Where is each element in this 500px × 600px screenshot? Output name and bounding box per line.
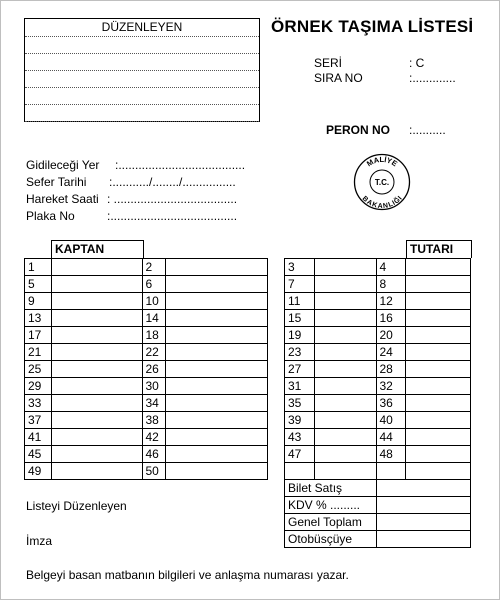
seat-number: 46 [142,446,166,463]
table-row [285,412,471,429]
seri-value: : C [409,56,425,70]
passenger-cell[interactable] [51,395,142,412]
hareket-saati-value: : ..................................... [107,192,238,206]
passenger-cell[interactable] [51,293,142,310]
passenger-cell[interactable] [314,310,376,327]
passenger-cell[interactable] [314,446,376,463]
passenger-cell[interactable] [166,259,268,276]
passenger-cell[interactable] [166,446,268,463]
passenger-cell[interactable] [314,395,376,412]
hareket-saati-label: Hareket Saati [26,192,99,206]
seat-number: 32 [376,378,406,395]
seat-number: 28 [376,361,406,378]
seat-number: 19 [285,327,315,344]
passenger-cell[interactable] [166,310,268,327]
seat-number: 36 [376,395,406,412]
tutari-header: TUTARI [406,240,472,258]
seat-number: 4 [376,259,406,276]
seat-number: 44 [376,429,406,446]
passenger-cell[interactable] [406,293,471,310]
seat-number: 48 [376,446,406,463]
duzenleyen-box [24,18,260,122]
seal-top-text: MALİYE [365,154,400,169]
passenger-cell[interactable] [314,344,376,361]
summary-label: Bilet Satış [285,480,377,497]
passenger-cell[interactable] [406,395,471,412]
table-row [285,293,471,310]
seal-bottom-text: BAKANLIĞI [360,195,404,211]
seat-number: 22 [142,344,166,361]
table-row [25,378,268,395]
seat-number: 31 [285,378,315,395]
seat-number: 17 [25,327,52,344]
passenger-cell[interactable] [166,463,268,480]
table-row [25,412,268,429]
seat-number: 49 [25,463,52,480]
passenger-cell[interactable] [406,378,471,395]
table-row [285,344,471,361]
seat-number: 13 [25,310,52,327]
listeyi-duzenleyen-label: Listeyi Düzenleyen [26,499,127,513]
seat-number: 23 [285,344,315,361]
duzenleyen-line [25,54,259,71]
duzenleyen-line [25,37,259,54]
seat-number: 18 [142,327,166,344]
passenger-cell[interactable] [314,378,376,395]
table-row [25,446,268,463]
svg-text:BAKANLIĞI [361,195,404,210]
seat-number: 16 [376,310,406,327]
passenger-cell[interactable] [314,293,376,310]
summary-row [285,480,471,497]
seat-number: 45 [25,446,52,463]
seat-number: 47 [285,446,315,463]
sefer-tarihi-label: Sefer Tarihi [26,175,87,189]
imza-label: İmza [26,534,53,548]
seat-number: 21 [25,344,52,361]
seat-number: 5 [25,276,52,293]
seat-number: 37 [25,412,52,429]
table-row [285,395,471,412]
seat-number: 20 [376,327,406,344]
table-row [285,327,471,344]
sira-no-value: :............. [409,71,456,85]
seat-number: 12 [376,293,406,310]
passenger-cell[interactable] [166,412,268,429]
table-row [25,395,268,412]
passenger-cell[interactable] [406,361,471,378]
passenger-cell[interactable] [166,327,268,344]
summary-row [285,531,471,548]
passenger-cell[interactable] [51,378,142,395]
passenger-cell[interactable] [406,276,471,293]
seat-number: 27 [285,361,315,378]
footer-note: Belgeyi basan matbanın bilgileri ve anlaşma numarası yazar. [26,568,349,582]
seat-number: 29 [25,378,52,395]
duzenleyen-line [25,71,259,88]
passenger-cell[interactable] [166,429,268,446]
passenger-cell[interactable] [406,446,471,463]
seat-number: 38 [142,412,166,429]
plaka-no-value: :...................................... [107,209,238,223]
summary-value-cell[interactable] [376,531,470,548]
seat-number: 25 [25,361,52,378]
passenger-cell[interactable] [314,276,376,293]
seat-number: 3 [285,259,315,276]
table-row [285,361,471,378]
seat-number: 34 [142,395,166,412]
plaka-no-label: Plaka No [26,209,75,223]
passenger-cell[interactable] [406,259,471,276]
passenger-cell[interactable] [314,259,376,276]
passenger-cell[interactable] [406,412,471,429]
passenger-cell[interactable] [51,412,142,429]
table-row [25,429,268,446]
seat-number: 35 [285,395,315,412]
seat-number: 9 [25,293,52,310]
seat-number: 24 [376,344,406,361]
left-passenger-table [24,258,268,480]
seat-number: 50 [142,463,166,480]
passenger-cell[interactable] [314,429,376,446]
passenger-cell[interactable] [406,463,471,480]
passenger-cell[interactable] [51,429,142,446]
seat-number [376,463,406,480]
passenger-cell[interactable] [314,463,376,480]
summary-value-cell[interactable] [376,480,470,497]
seat-number: 39 [285,412,315,429]
seat-number [285,463,315,480]
table-row [25,361,268,378]
summary-value-cell[interactable] [376,514,470,531]
passenger-cell[interactable] [314,327,376,344]
summary-row [285,514,471,531]
passenger-cell[interactable] [314,361,376,378]
seat-number: 14 [142,310,166,327]
table-row [285,259,471,276]
table-row [285,378,471,395]
duzenleyen-line [25,105,259,122]
peron-no-value: :.......... [409,123,446,137]
passenger-cell[interactable] [51,446,142,463]
seat-number: 7 [285,276,315,293]
seat-number: 41 [25,429,52,446]
passenger-cell[interactable] [406,310,471,327]
passenger-cell[interactable] [51,259,142,276]
table-row [25,344,268,361]
peron-no-label: PERON NO [326,123,391,137]
seat-number: 2 [142,259,166,276]
summary-label: KDV % ......... [285,497,377,514]
summary-row [285,497,471,514]
seat-number: 40 [376,412,406,429]
passenger-cell[interactable] [314,412,376,429]
passenger-cell[interactable] [166,293,268,310]
seat-number: 8 [376,276,406,293]
gidilecegi-yer-value: :...................................... [115,158,246,172]
right-passenger-table [284,258,471,480]
table-row [25,327,268,344]
seal-center-text: T.C. [374,178,390,187]
sira-no-label: SIRA NO [314,71,363,85]
summary-value-cell[interactable] [376,497,470,514]
passenger-cell[interactable] [166,378,268,395]
table-row [25,259,268,276]
seat-number: 15 [285,310,315,327]
seat-number: 10 [142,293,166,310]
table-row [285,463,471,480]
duzenleyen-title: DÜZENLEYEN [25,19,259,37]
seat-number: 1 [25,259,52,276]
summary-label: Otobüsçüye [285,531,377,548]
passenger-cell[interactable] [51,310,142,327]
seat-number: 30 [142,378,166,395]
seat-number: 6 [142,276,166,293]
table-row [285,429,471,446]
seat-number: 43 [285,429,315,446]
passenger-cell[interactable] [166,344,268,361]
table-row [25,276,268,293]
table-row [285,310,471,327]
passenger-cell[interactable] [51,276,142,293]
table-row [25,293,268,310]
summary-label: Genel Toplam [285,514,377,531]
document-title: ÖRNEK TAŞIMA LİSTESİ [271,17,474,36]
seat-number: 11 [285,293,315,310]
gidilecegi-yer-label: Gidileceği Yer [26,158,100,172]
maliye-seal [353,153,411,211]
table-row [25,463,268,480]
passenger-cell[interactable] [406,344,471,361]
passenger-cell[interactable] [166,361,268,378]
table-row [285,276,471,293]
passenger-cell[interactable] [51,361,142,378]
passenger-cell[interactable] [51,327,142,344]
passenger-cell[interactable] [51,344,142,361]
table-row [25,310,268,327]
passenger-cell[interactable] [406,327,471,344]
summary-table [284,479,471,548]
seat-number: 33 [25,395,52,412]
kaptan-header: KAPTAN [51,240,144,258]
seat-number: 26 [142,361,166,378]
passenger-cell[interactable] [166,395,268,412]
passenger-cell[interactable] [166,276,268,293]
duzenleyen-line [25,88,259,105]
passenger-cell[interactable] [406,429,471,446]
sefer-tarihi-value: :.........../......../................ [109,175,236,189]
seri-label: SERİ [314,56,343,70]
table-row [285,446,471,463]
seat-number: 42 [142,429,166,446]
passenger-cell[interactable] [51,463,142,480]
